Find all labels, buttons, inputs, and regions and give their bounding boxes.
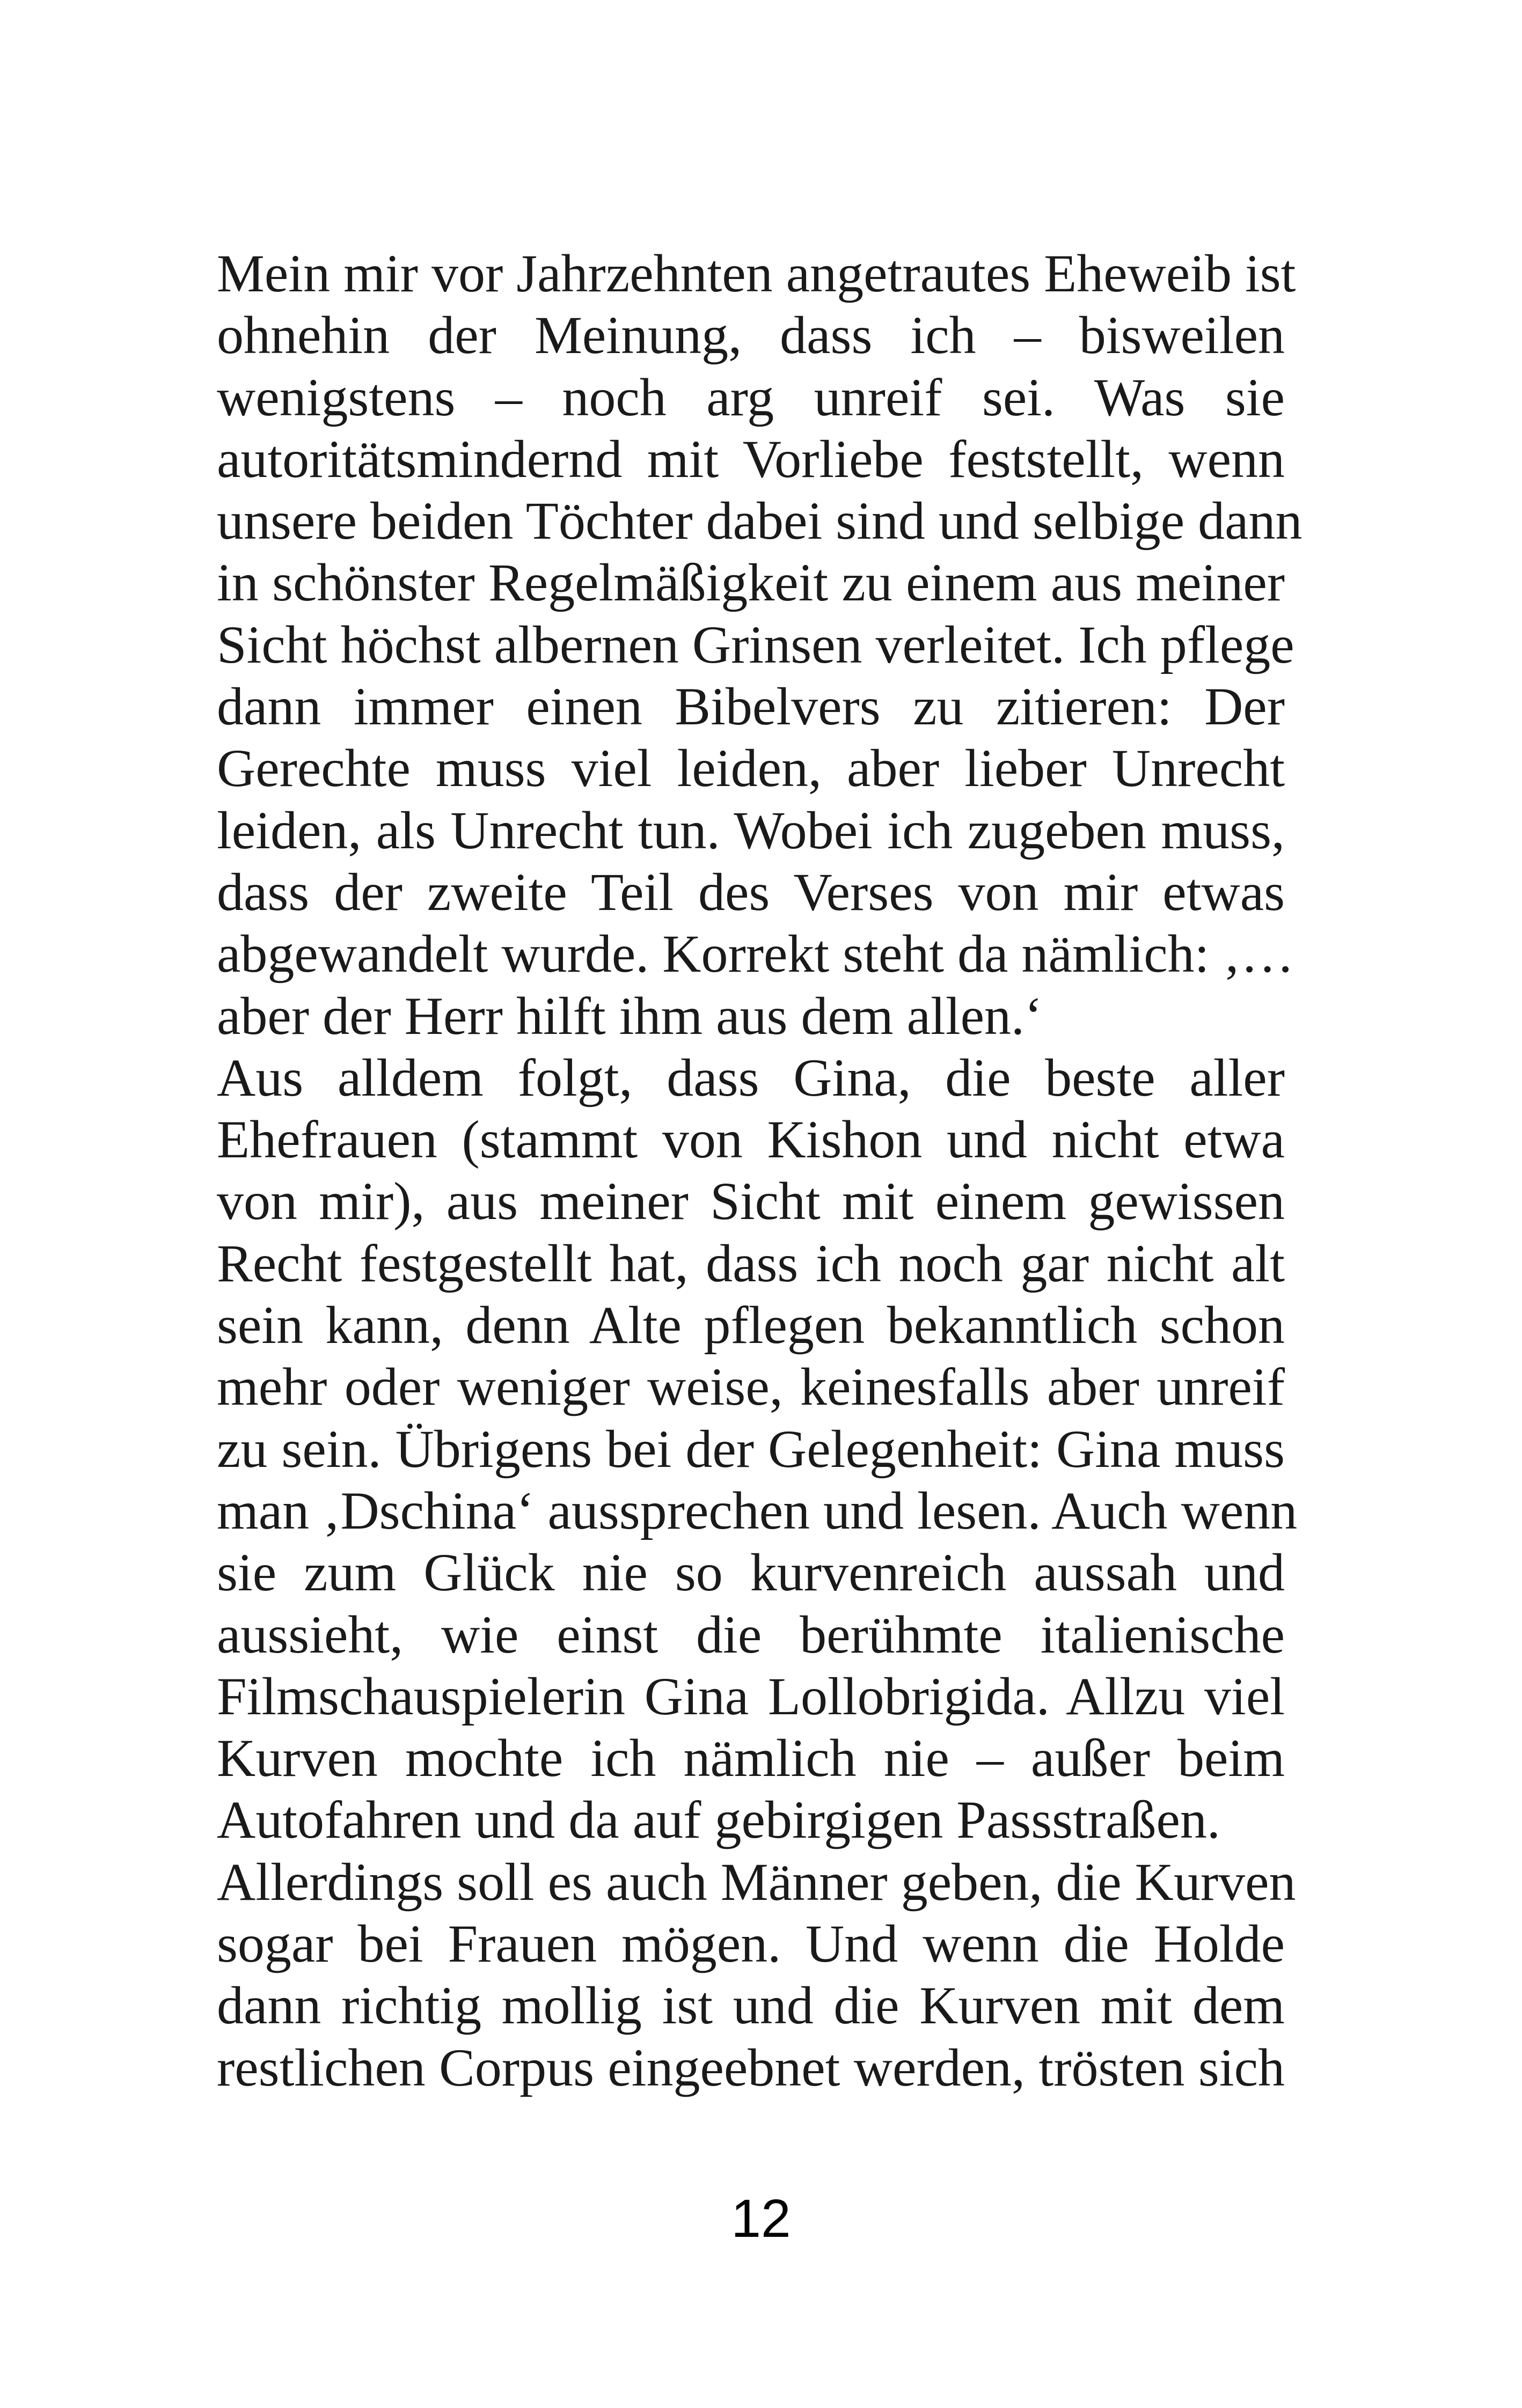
text-line: sein kann, denn Alte pflegen bekanntlich schon	[217, 1295, 1285, 1355]
page-number: 12	[731, 2189, 791, 2249]
body-text	[217, 243, 1303, 2098]
text-line: abgewandelt wurde. Korrekt steht da nämlich: ‚…	[217, 924, 1294, 984]
text-line: aber der Herr hilft ihm aus dem allen.‘	[217, 986, 1043, 1046]
text-line: dann richtig mollig ist und die Kurven mit dem	[217, 1976, 1285, 2036]
text-line: Autofahren und da auf gebirgigen Passstraßen.	[217, 1790, 1220, 1850]
text-line: unsere beiden Töchter dabei sind und selbige dann	[217, 491, 1303, 551]
text-line: sie zum Glück nie so kurvenreich aussah und	[217, 1543, 1285, 1603]
text-line: man ‚Dschina‘ aussprechen und lesen. Auch wenn	[217, 1480, 1298, 1540]
text-line: Recht festgestellt hat, dass ich noch gar nicht alt	[217, 1233, 1285, 1293]
text-line: Gerechte muss viel leiden, aber lieber Unrecht	[217, 738, 1285, 798]
text-line: Sicht höchst albernen Grinsen verleitet. Ich pflege	[217, 614, 1294, 674]
text-line: ohnehin der Meinung, dass ich – bisweilen	[217, 305, 1285, 365]
text-line: in schönster Regelmäßigkeit zu einem aus meiner	[217, 553, 1285, 613]
text-line: Ehefrauen (stammt von Kishon und nicht etwa	[217, 1110, 1285, 1170]
text-line: dass der zweite Teil des Verses von mir etwas	[217, 862, 1285, 922]
text-line: zu sein. Übrigens bei der Gelegenheit: Gina muss	[217, 1419, 1285, 1479]
text-line: restlichen Corpus eingeebnet werden, trösten sich	[217, 2037, 1285, 2097]
text-line: Allerdings soll es auch Männer geben, die Kurven	[217, 1852, 1296, 1912]
text-line: wenigstens – noch arg unreif sei. Was sie	[217, 367, 1285, 427]
text-line: Mein mir vor Jahrzehnten angetrautes Eheweib ist	[217, 244, 1296, 303]
text-line: Filmschauspielerin Gina Lollobrigida. Allzu viel	[217, 1666, 1285, 1726]
text-line: dann immer einen Bibelvers zu zitieren: Der	[217, 677, 1285, 737]
text-line: autoritätsmindernd mit Vorliebe feststellt, wenn	[217, 429, 1285, 489]
text-line: sogar bei Frauen mögen. Und wenn die Holde	[217, 1914, 1285, 1974]
text-line: aussieht, wie einst die berühmte italienische	[217, 1604, 1285, 1664]
text-line: Kurven mochte ich nämlich nie – außer beim	[217, 1728, 1285, 1788]
text-line: mehr oder weniger weise, keinesfalls aber unreif	[217, 1357, 1285, 1417]
text-line: Aus alldem folgt, dass Gina, die beste aller	[217, 1047, 1285, 1107]
text-line: leiden, als Unrecht tun. Wobei ich zugeben muss,	[217, 800, 1285, 860]
text-line: von mir), aus meiner Sicht mit einem gewissen	[217, 1171, 1285, 1231]
